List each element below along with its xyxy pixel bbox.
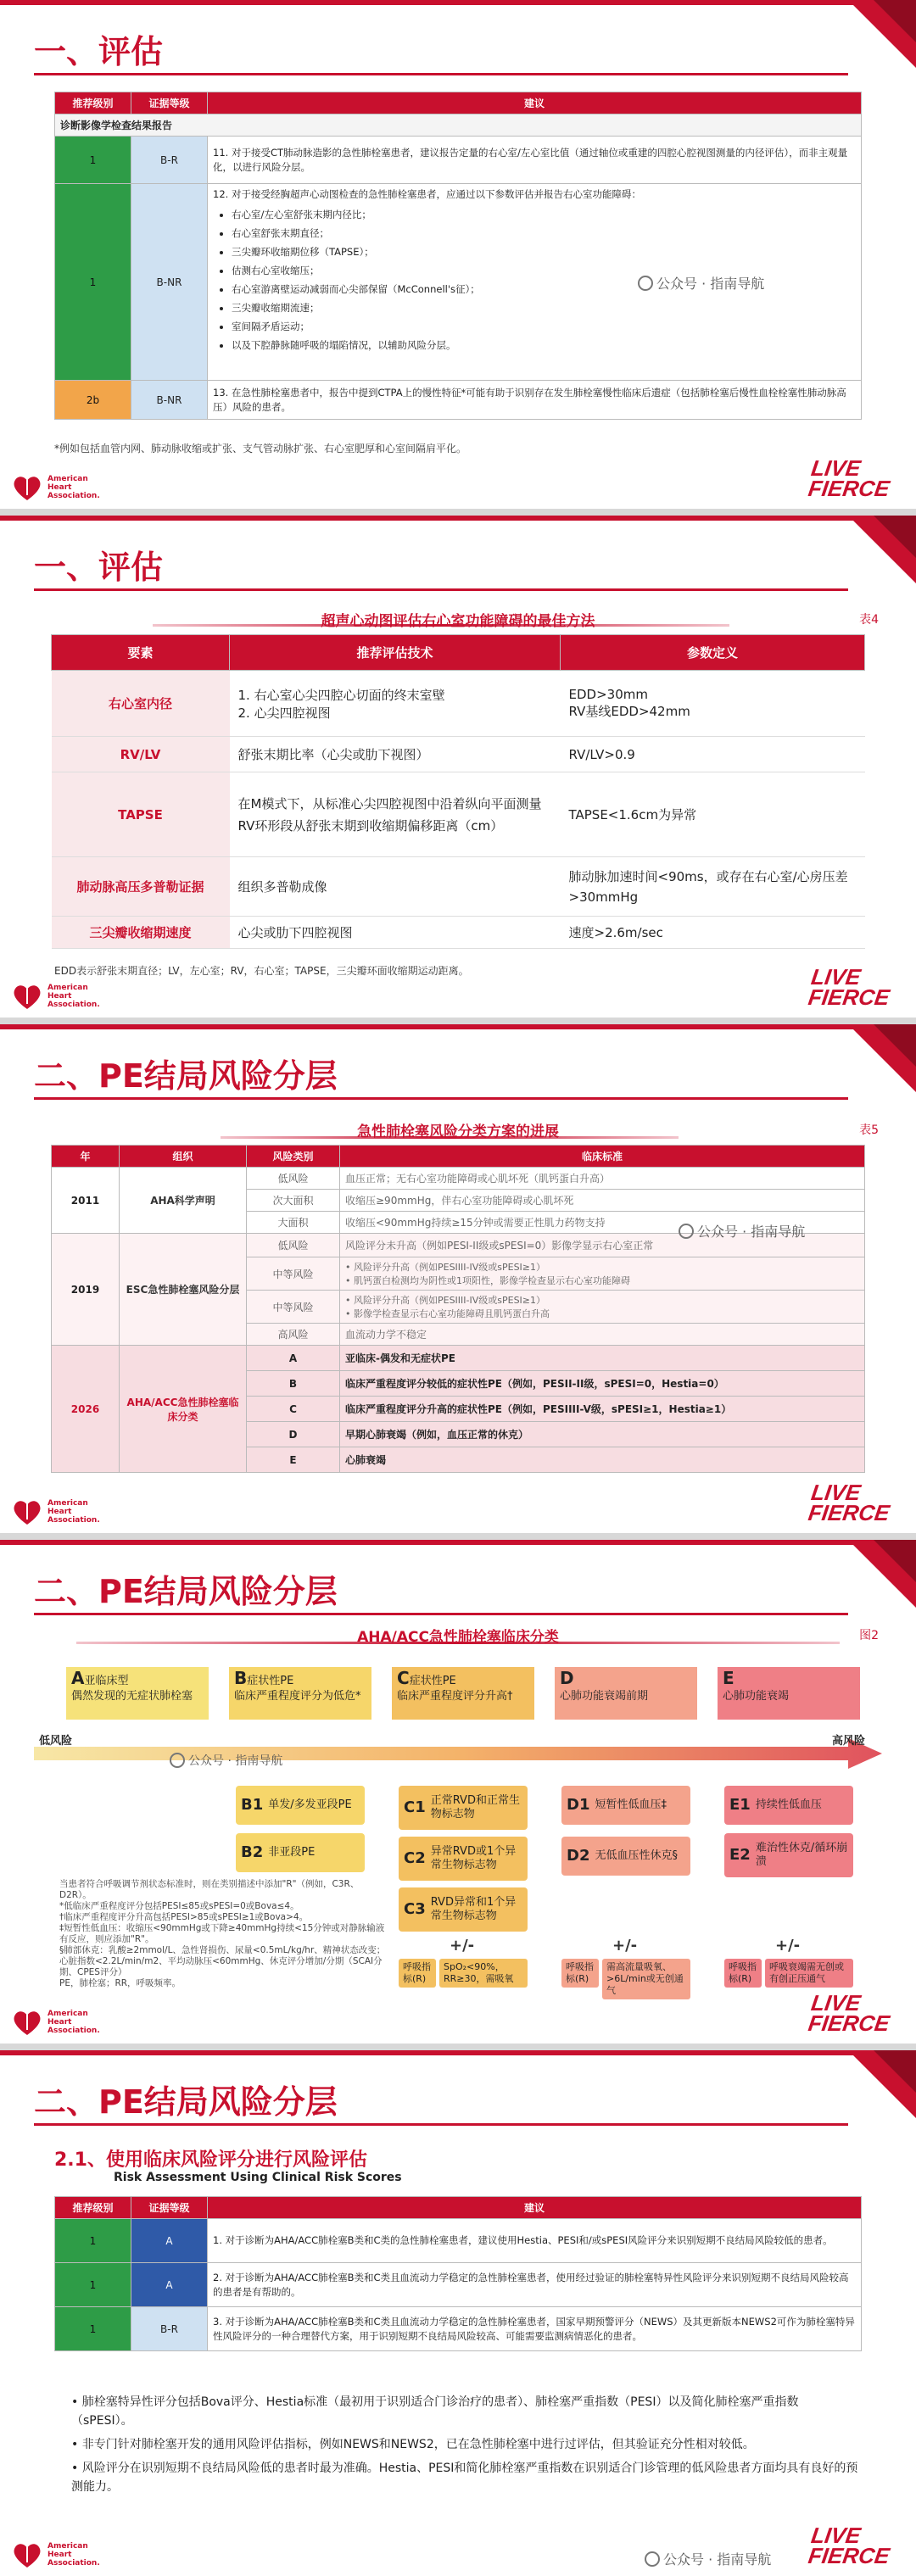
table-row xyxy=(55,381,862,420)
plus-minus-d: +/- xyxy=(612,1937,638,1954)
table-row xyxy=(55,2307,862,2351)
top-stripe xyxy=(0,0,916,5)
category-c-box: C症状性PE 临床严重程度评分升高† xyxy=(392,1667,534,1720)
category-cell: 中等风险 xyxy=(247,1291,340,1324)
criteria-cell: 临床严重程度评分升高的症状性PE（例如，PESIIII-V级，sPESI≥1，Hestia≥1） xyxy=(340,1397,865,1422)
diagram-title: AHA/ACC急性肺栓塞临床分类 xyxy=(357,1629,559,1646)
level-cell: 1 xyxy=(55,2307,131,2351)
subcategory-b1: B1 单发/多发亚段PE xyxy=(236,1786,365,1825)
live-fierce-logo: LIVE FIERCE xyxy=(806,1480,891,1525)
aha-logo: American Heart Association. xyxy=(12,2008,100,2037)
level-cell: 1 xyxy=(55,2263,131,2307)
aha-logo: American Heart Association. xyxy=(12,982,100,1011)
wechat-icon xyxy=(679,1224,694,1239)
level-cell: 1 xyxy=(55,2219,131,2263)
criteria-cell: 血流动力学不稳定 xyxy=(340,1324,865,1346)
slide-assessment-2 xyxy=(0,516,916,1018)
title-underline xyxy=(34,73,848,75)
wechat-icon xyxy=(638,276,653,291)
table-title: 超声心动图评估右心室功能障碍的最佳方法 xyxy=(321,613,595,630)
echo-table xyxy=(51,634,865,949)
header-evidence: 证据等级 xyxy=(131,2197,208,2219)
respiratory-label-d: 呼吸指标(R) xyxy=(561,1959,599,1988)
list-item: • 风险评分在识别短期不良结局风险低的患者时最为准确。Hestia、PESI和简化肺栓塞严重指数在识别适合门诊管理的低风险患者方面均具有良好的预测能力。 xyxy=(71,2462,858,2494)
definition-cell: 肺动脉加速时间<90ms，或存在右心室/心房压差>30mmHg xyxy=(561,857,865,917)
top-stripe xyxy=(0,1024,916,1029)
heart-torch-icon xyxy=(12,982,42,1011)
list-item: • 室间隔矛盾运动； xyxy=(232,317,856,336)
criteria-cell: 临床严重程度评分较低的症状性PE（例如，PESII-II级，sPESI=0，Hestia=0） xyxy=(340,1371,865,1397)
criteria-cell: 收缩压≥90mmHg，伴右心室功能障碍或心肌坏死 xyxy=(340,1190,865,1212)
corner-decoration xyxy=(814,0,916,102)
table-row xyxy=(55,137,862,184)
table-row xyxy=(52,857,865,917)
subcategory-d1: D1 短暂性低血压‡ xyxy=(561,1786,690,1825)
category-d-box: D 心肺功能衰竭前期 xyxy=(555,1667,697,1720)
subcategory-b2: B2 非亚段PE xyxy=(236,1833,365,1872)
technique-cell: 舒张末期比率（心尖或肋下视图） xyxy=(230,737,561,772)
aha-logo: American Heart Association. xyxy=(12,1497,100,1526)
recommendation-table xyxy=(54,2196,862,2351)
header-criteria: 临床标准 xyxy=(340,1146,865,1168)
live-fierce-logo: LIVE FIERCE xyxy=(806,2523,891,2568)
category-cell: C xyxy=(247,1397,340,1422)
heart-torch-icon xyxy=(12,1497,42,1526)
list-item: • 以及下腔静脉随呼吸的塌陷情况，以辅助风险分层。 xyxy=(232,336,856,354)
criteria-cell: 早期心肺衰竭（例如，血压正常的休克） xyxy=(340,1422,865,1447)
slide-title: 二、PE结局风险分层 xyxy=(34,1573,338,1610)
criteria-cell: 风险评分未升高（例如PESI-II级或sPESI=0）影像学显示右心室正常 xyxy=(340,1234,865,1257)
live-fierce-logo: LIVE FIERCE xyxy=(806,964,891,1010)
top-stripe xyxy=(0,516,916,521)
org-cell: AHA/ACC急性肺栓塞临床分类 xyxy=(120,1346,247,1473)
list-item: • 右心室舒张末期直径； xyxy=(232,224,856,243)
list-item: • 右心室游离壁运动减弱而心尖部保留（McConnell's征）； xyxy=(232,280,856,298)
live-fierce-logo: LIVE FIERCE xyxy=(806,1990,891,2036)
header-recommendation: 建议 xyxy=(208,92,862,114)
slide-title: 一、评估 xyxy=(34,549,164,586)
subcategory-e2: E2 难治性休克/循环崩溃 xyxy=(724,1833,853,1877)
header-evidence: 证据等级 xyxy=(131,92,208,114)
recommendation-text: 1. 对于诊断为AHA/ACC肺栓塞B类和C类的急性肺栓塞患者，建议使用Hestia、PESI和/或sPESI风险评分来识别短期不良结局风险较低的患者。 xyxy=(208,2219,862,2263)
header-level: 推荐级别 xyxy=(55,92,131,114)
wechat-icon xyxy=(170,1753,185,1768)
technique-cell: 1. 右心室心尖四腔心切面的终末室壁 2. 心尖四腔视图 xyxy=(230,671,561,737)
table-row xyxy=(52,737,865,772)
table-row xyxy=(52,671,865,737)
risk-gradient-arrow xyxy=(34,1737,882,1770)
criteria-cell: • 风险评分升高（例如PESIIII-IV级或sPESI≥1） • 肌钙蛋白检测均为阴性或1项阳性，影像学检查显示右心室功能障碍 xyxy=(340,1257,865,1291)
header-category: 风险类别 xyxy=(247,1146,340,1168)
footnote: *例如包括血管内网、肺动脉收缩或扩张、支气管动脉扩张、右心室肥厚和心室间隔肩平化。 xyxy=(54,443,467,454)
watermark: 公众号 · 指南导航 xyxy=(645,2549,771,2568)
category-a-box: A亚临床型 偶然发现的无症状肺栓塞 xyxy=(66,1667,209,1720)
list-item: • 三尖瓣收缩期流速； xyxy=(232,298,856,317)
level-cell: 1 xyxy=(55,137,131,184)
corner-decoration xyxy=(814,1024,916,1126)
evidence-cell: A xyxy=(131,2219,208,2263)
table-row xyxy=(52,772,865,857)
wechat-icon xyxy=(645,2551,660,2567)
aha-logo: American Heart Association. xyxy=(12,2540,100,2569)
title-underline xyxy=(34,2123,848,2126)
respiratory-indicator-d: 需高流量吸氧、>6L/min或无创通气 xyxy=(602,1959,690,1999)
slide-risk-stratification-1 xyxy=(0,1024,916,1533)
technique-cell: 组织多普勒成像 xyxy=(230,857,561,917)
section-label: 诊断影像学检查结果报告 xyxy=(55,114,862,137)
slide-title: 二、PE结局风险分层 xyxy=(34,1057,338,1095)
header-level: 推荐级别 xyxy=(55,2197,131,2219)
criteria-cell: 收缩压<90mmHg持续≥15分钟或需要正性肌力药物支持 xyxy=(340,1212,865,1234)
list-item: • 非专门针对肺栓塞开发的通用风险评估指标，例如NEWS和NEWS2，已在急性肺栓塞中进行过评估，但其验证充分性相对较低。 xyxy=(71,2438,755,2451)
category-e-box: E 心肺功能衰竭 xyxy=(718,1667,860,1720)
criteria-cell: • 风险评分升高（例如PESIIII-IV级或sPESI≥1） • 影像学检查显示右心室功能障碍且肌钙蛋白升高 xyxy=(340,1291,865,1324)
category-cell: 大面积 xyxy=(247,1212,340,1234)
top-stripe xyxy=(0,2050,916,2055)
table-row xyxy=(55,2219,862,2263)
respiratory-label-e: 呼吸指标(R) xyxy=(724,1959,762,1988)
header-element: 要素 xyxy=(52,635,230,671)
level-cell: 1 xyxy=(55,184,131,381)
table-number: 表5 xyxy=(859,1124,879,1137)
header-definition: 参数定义 xyxy=(561,635,865,671)
evidence-cell: B-R xyxy=(131,137,208,184)
low-risk-label: 低风险 xyxy=(39,1735,73,1748)
recommendation-lead: 12. 对于接受经胸超声心动图检查的急性肺栓塞患者，应通过以下参数评估并报告右心室功能障碍： xyxy=(213,188,641,200)
live-fierce-logo: LIVE FIERCE xyxy=(806,455,891,501)
slide-assessment-1 xyxy=(0,0,916,509)
recommendation-text: 11. 对于接受CT肺动脉造影的急性肺栓塞患者，建议报告定量的右心室/左心室比值（通过轴位或重建的四腔心腔视图测量的内径评估），而非主观量化，以进行风险分层。 xyxy=(208,137,862,184)
diagram-footnote: 当患者符合呼吸调节剂状态标准时，则在类别描述中添加"R"（例如，C3R、D2R）。 *低临床严重程度评分包括PESI≤85或sPESI=0或Bova≤4。 †临床严重程度评分升高包括PESI>85或sPESI≥1或Bova>4。 ‡短暂性低血压：收缩压<90mmHg或下降≥40mmHg持续<15分钟或对静脉输液有反应，则应添加"R"。 §肺部休克：乳酸≥2mmol/L、急性肾损伤、尿量<0.5mL/kg/hr、精神状态改变；心脏指数<2.2L/min/m2、平均动脉压<60mmHg、休克评分增加/分期（SCAI分期、CPES评分） PE，肺栓塞；RR，呼吸频率。 xyxy=(59,1879,386,1988)
element-cell: RV/LV xyxy=(52,737,230,772)
table-title: 急性肺栓塞风险分类方案的进展 xyxy=(357,1124,559,1140)
figure-number: 图2 xyxy=(859,1629,879,1642)
title-underline xyxy=(34,1097,848,1100)
respiratory-indicator-c: SpO₂<90%，RR≥30，需吸氧 xyxy=(439,1959,528,1988)
slide-risk-stratification-2 xyxy=(0,1540,916,2044)
plus-minus-e: +/- xyxy=(775,1937,801,1954)
evidence-cell: B-NR xyxy=(131,381,208,420)
table-row xyxy=(52,1346,865,1371)
element-cell: TAPSE xyxy=(52,772,230,857)
watermark: 公众号 · 指南导航 xyxy=(170,1752,282,1769)
year-cell: 2011 xyxy=(52,1168,120,1234)
technique-cell: 心尖或肋下四腔视图 xyxy=(230,917,561,949)
category-cell: 低风险 xyxy=(247,1234,340,1257)
year-cell: 2026 xyxy=(52,1346,120,1473)
subcategory-c1: C1 正常RVD和正常生物标志物 xyxy=(399,1786,528,1830)
list-item: • 三尖瓣环收缩期位移（TAPSE）； xyxy=(232,243,856,261)
criteria-cell: 亚临床-偶发和无症状PE xyxy=(340,1346,865,1371)
bullet-list xyxy=(71,2393,860,2496)
category-cell: 高风险 xyxy=(247,1324,340,1346)
slide-title: 二、PE结局风险分层 xyxy=(34,2083,338,2121)
slide-risk-scores xyxy=(0,2050,916,2576)
category-cell: 低风险 xyxy=(247,1168,340,1190)
aha-logo: American Heart Association. xyxy=(12,473,100,502)
definition-cell: 速度>2.6m/sec xyxy=(561,917,865,949)
subcategory-c2: C2 异常RVD或1个异常生物标志物 xyxy=(399,1837,528,1881)
title-underline xyxy=(34,588,848,591)
subcategory-c3: C3 RVD异常和1个异常生物标志物 xyxy=(399,1887,528,1932)
element-cell: 右心室内径 xyxy=(52,671,230,737)
table-row xyxy=(52,1168,865,1190)
respiratory-label-c: 呼吸指标(R) xyxy=(399,1959,436,1988)
section-subtitle-en: Risk Assessment Using Clinical Risk Scores xyxy=(114,2171,402,2184)
subcategory-e1: E1 持续性低血压 xyxy=(724,1786,853,1825)
respiratory-indicator-e: 呼吸衰竭需无创或有创正压通气 xyxy=(765,1959,853,1988)
watermark: 公众号 · 指南导航 xyxy=(679,1221,805,1241)
technique-cell: 在M模式下，从标准心尖四腔视图中沿着纵向平面测量RV环形段从舒张末期到收缩期偏移距离（cm） xyxy=(230,772,561,857)
category-cell: 中等风险 xyxy=(247,1257,340,1291)
subcategory-d2: D2 无低血压性休克§ xyxy=(561,1837,690,1876)
header-recommendation: 建议 xyxy=(208,2197,862,2219)
recommendation-text: 2. 对于诊断为AHA/ACC肺栓塞B类和C类且血流动力学稳定的急性肺栓塞患者，使用经过验证的肺栓塞特异性风险评分来识别短期不良结局风险较高的患者是有帮助的。 xyxy=(208,2263,862,2307)
evidence-cell: B-R xyxy=(131,2307,208,2351)
definition-cell: EDD>30mm RV基线EDD>42mm xyxy=(561,671,865,737)
header-year: 年 xyxy=(52,1146,120,1168)
definition-cell: RV/LV>0.9 xyxy=(561,737,865,772)
heart-torch-icon xyxy=(12,2008,42,2037)
watermark: 公众号 · 指南导航 xyxy=(638,273,764,293)
element-cell: 肺动脉高压多普勒证据 xyxy=(52,857,230,917)
category-cell: E xyxy=(247,1447,340,1473)
top-stripe xyxy=(0,1540,916,1545)
category-cell: D xyxy=(247,1422,340,1447)
plus-minus-c: +/- xyxy=(450,1937,475,1954)
section-subtitle: 2.1、使用临床风险评分进行风险评估 xyxy=(54,2149,367,2171)
corner-decoration xyxy=(814,2050,916,2152)
category-b-box: B症状性PE 临床严重程度评分为低危* xyxy=(229,1667,371,1720)
level-cell: 2b xyxy=(55,381,131,420)
criteria-cell: 心肺衰竭 xyxy=(340,1447,865,1473)
header-technique: 推荐评估技术 xyxy=(230,635,561,671)
category-cell: B xyxy=(247,1371,340,1397)
header-org: 组织 xyxy=(120,1146,247,1168)
list-item: • 估测右心室收缩压； xyxy=(232,261,856,280)
category-cell: A xyxy=(247,1346,340,1371)
element-cell: 三尖瓣收缩期速度 xyxy=(52,917,230,949)
title-underline xyxy=(34,1613,848,1615)
table-number: 表4 xyxy=(859,613,879,627)
evidence-cell: A xyxy=(131,2263,208,2307)
list-item: • 肺栓塞特异性评分包括Bova评分、Hestia标准（最初用于识别适合门诊治疗的患者）、肺栓塞严重指数（PESI）以及简化肺栓塞严重指数（sPESI）。 xyxy=(71,2395,799,2428)
recommendation-text: 3. 对于诊断为AHA/ACC肺栓塞B类和C类且血流动力学稳定的急性肺栓塞患者，国家早期预警评分（NEWS）及其更新版本NEWS2可作为肺栓塞特异性风险评分的一种合理替代方案，用于识别短期不良结局风险较高、可能需要监测病情恶化的患者。 xyxy=(208,2307,862,2351)
slide-title: 一、评估 xyxy=(34,33,164,70)
org-cell: AHA科学声明 xyxy=(120,1168,247,1234)
abbreviation-note: EDD表示舒张末期直径；LV，左心室；RV，右心室；TAPSE，三尖瓣环面收缩期运动距离。 xyxy=(54,965,469,977)
criteria-cell: 血压正常；无右心室功能障碍或心肌坏死（肌钙蛋白升高） xyxy=(340,1168,865,1190)
heart-torch-icon xyxy=(12,473,42,502)
table-row xyxy=(55,2263,862,2307)
list-item: • 右心室/左心室舒张末期内径比； xyxy=(232,205,856,224)
recommendation-text: 13. 在急性肺栓塞患者中，报告中提到CTPA上的慢性特征*可能有助于识别存在发生肺栓塞慢性临床后遗症（包括肺栓塞后慢性血栓栓塞性肺动脉高压）风险的患者。 xyxy=(208,381,862,420)
year-cell: 2019 xyxy=(52,1234,120,1346)
corner-decoration xyxy=(814,516,916,617)
risk-scheme-table xyxy=(51,1145,865,1473)
definition-cell: TAPSE<1.6cm为异常 xyxy=(561,772,865,857)
evidence-cell: B-NR xyxy=(131,184,208,381)
table-row xyxy=(52,917,865,949)
recommendation-table xyxy=(54,92,862,420)
heart-torch-icon xyxy=(12,2540,42,2569)
org-cell: ESC急性肺栓塞风险分层 xyxy=(120,1234,247,1346)
category-cell: 次大面积 xyxy=(247,1190,340,1212)
high-risk-label: 高风险 xyxy=(831,1735,865,1748)
